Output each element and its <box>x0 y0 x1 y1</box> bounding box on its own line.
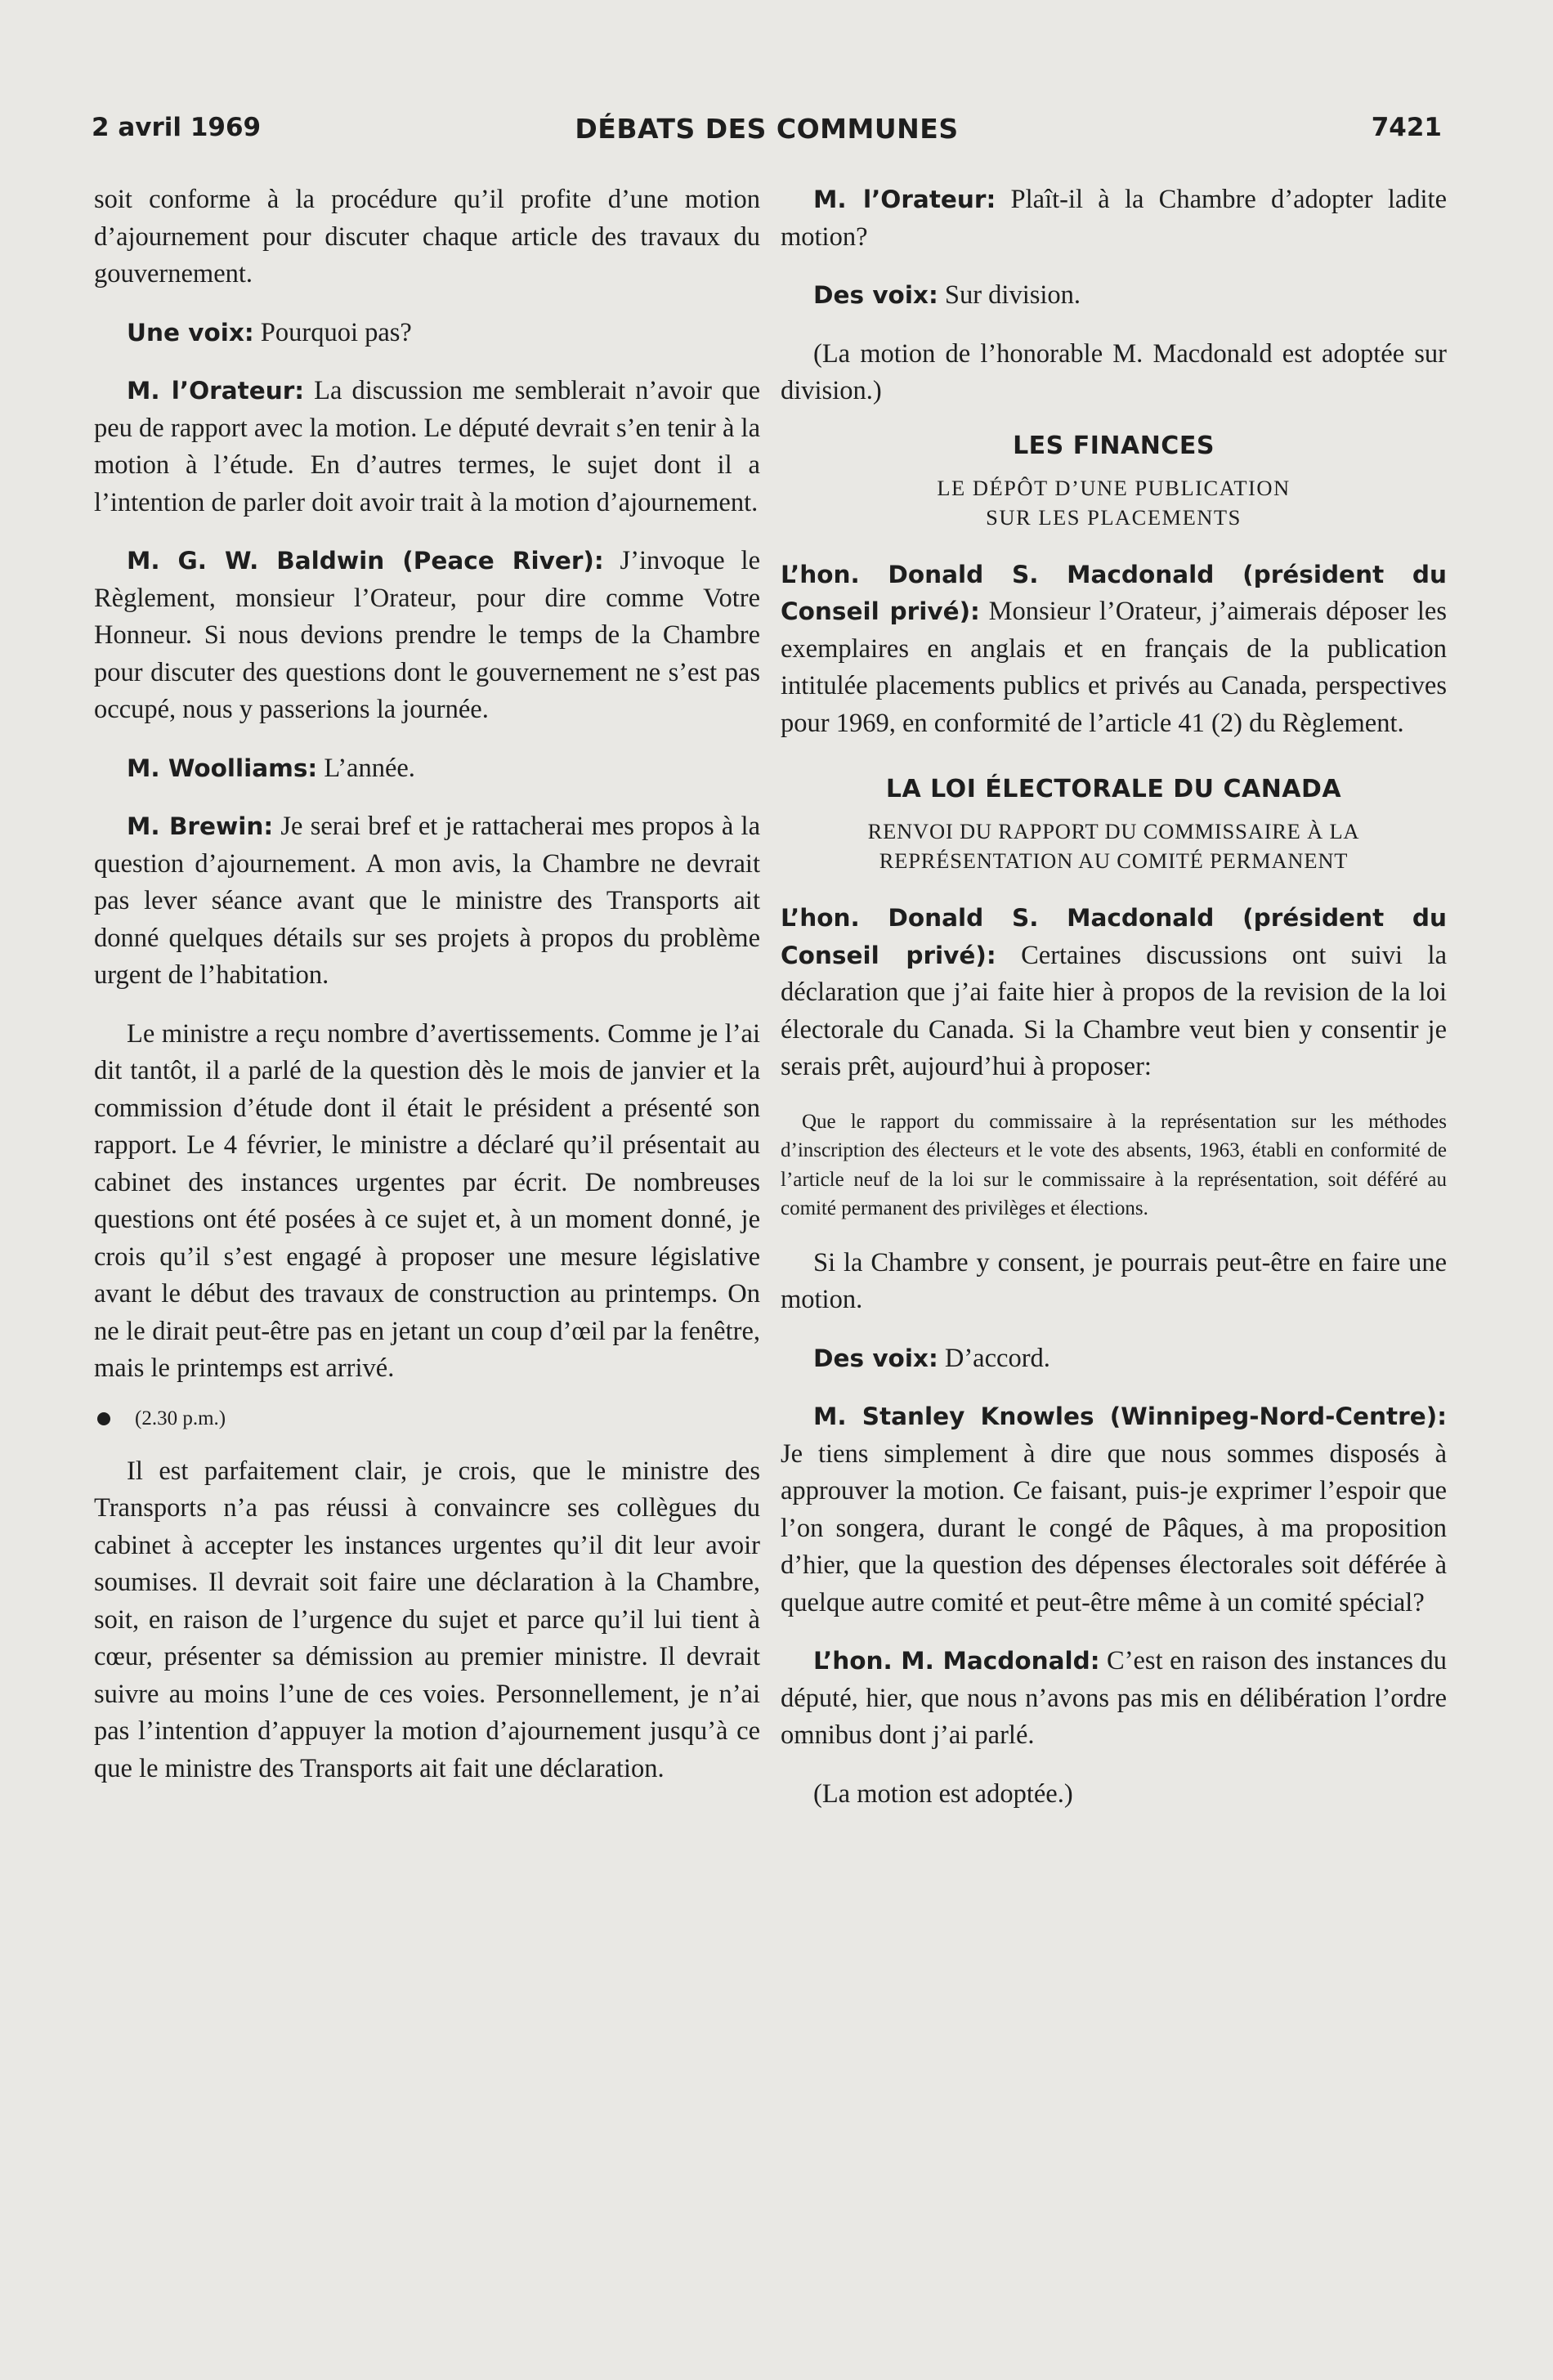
header-journal-title: DÉBATS DES COMMUNES <box>575 113 959 145</box>
paragraph <box>781 1643 1447 1755</box>
speaker-name: Une voix: <box>127 318 254 347</box>
paragraph: (La motion est adoptée.) <box>813 1778 1073 1809</box>
motion-quote: Que le rapport du commissaire à la représentation sur les méthodes d’inscription des électeurs et le vote des absents, 1963, établi en conformité de l’article neuf de la loi sur le commissaire à la représentation, soit déféré au comité permanent des privilèges et élections. <box>781 1110 1447 1219</box>
paragraph <box>94 750 760 788</box>
paragraph: Il est parfaitement clair, je crois, que le ministre des Transports n’a pas réussi à convaincre ses collègues du cabinet à accepter les instances urgentes qu’il dit leur avoir soumises. Il devrait soit faire une déclaration à la Chambre, soit, en raison de l’urgence du sujet et parce qu’il lui tient à cœur, présenter sa démission au premier ministre. Il devrait suivre au moins l’une de ces voies. Personnellement, je n’ai pas l’intention d’appuyer la motion d’ajournement jusqu’à ce que le ministre des Transports ait fait une déclaration. <box>94 1456 760 1783</box>
paragraph <box>781 1398 1447 1622</box>
header-date: 2 avril 1969 <box>92 113 262 142</box>
time-marker <box>94 1404 760 1434</box>
paragraph <box>94 543 760 729</box>
speech-text: J’invoque le Règlement, monsieur l’Orateur, pour dire comme Votre Honneur. Si nous devions prendre le temps de la Chambre pour discuter des questions dont le gouvernement ne s’est pas occupé, nous y passerions la journée. <box>94 546 760 724</box>
speech-text: Plaît-il à la Chambre d’adopter ladite motion? <box>781 185 1448 252</box>
section-heading: LA LOI ÉLECTORALE DU CANADA <box>885 775 1342 803</box>
speaker-name: L’hon. Donald S. Macdonald (président du Conseil privé): <box>781 560 1447 625</box>
speaker-name: L’hon. M. Macdonald: <box>813 1647 1100 1675</box>
speech-text: D’accord. <box>938 1343 1050 1373</box>
running-header <box>92 113 1442 154</box>
speech-text: C’est en raison des instances du député, hier, que nous n’avons pas mis en délibération l’ordre omnibus dont j’ai parlé. <box>781 1646 1447 1750</box>
section-subheading <box>781 473 1447 532</box>
paragraph <box>94 373 760 521</box>
bullet-icon <box>97 1412 110 1425</box>
speech-text: Monsieur l’Orateur, j’aimerais déposer les exemplaires en anglais et en français de la publication intitulée placements publics et privés au Canada, perspectives pour 1969, en conformité de l’article 41 (2) du Règlement. <box>781 597 1447 738</box>
speaker-name: M. l’Orateur: <box>813 186 996 213</box>
speaker-name: Des voix: <box>813 1344 938 1372</box>
speech-text: Certaines discussions ont suivi la déclaration que j’ai faite hier à propos de la revision de la loi électorale du Canada. Si la Chambre veut bien y consentir je serais prêt, aujourd’hui à proposer: <box>781 940 1447 1081</box>
paragraph <box>781 557 1447 743</box>
subheading-line: LE DÉPÔT D’UNE PUBLICATION <box>937 475 1291 500</box>
section-heading: LES FINANCES <box>1013 431 1215 460</box>
paragraph <box>781 900 1447 1086</box>
speech-text: Sur division. <box>938 280 1081 310</box>
speaker-name: Des voix: <box>813 281 938 309</box>
subheading-line: RENVOI DU RAPPORT DU COMMISSAIRE À LA <box>867 819 1360 843</box>
paragraph: Si la Chambre y consent, je pourrais peut-être en faire une motion. <box>781 1247 1447 1314</box>
speech-text: La discussion me semblerait n’avoir que peu de rapport avec la motion. Le député devrait s’en tenir à la motion à l’étude. En d’autres termes, le sujet dont il a l’intention de parler doit avoir trait à la motion d’ajournement. <box>94 376 760 517</box>
paragraph: (La motion de l’honorable M. Macdonald est adoptée sur division.) <box>781 338 1447 405</box>
paragraph: Le ministre a reçu nombre d’avertissements. Comme je l’ai dit tantôt, il a parlé de la question dès le mois de janvier et la commission d’étude dont il était le président a présenté son rapport. Le 4 février, le ministre a déclaré qu’il présentait au cabinet des instances urgentes par écrit. De nombreuses questions ont été posées à ce sujet et, à un moment donné, je crois qu’il s’est engagé à proposer une mesure législative avant le début des travaux de construction au printemps. On ne le dirait peut-être pas en jetant un coup d’œil par la fenêtre, mais le printemps est arrivé. <box>94 1018 760 1383</box>
speaker-name: L’hon. Donald S. Macdonald (président du Conseil privé): <box>781 904 1447 969</box>
paragraph <box>94 315 760 352</box>
speaker-name: M. Brewin: <box>127 812 274 840</box>
speech-text: L’année. <box>317 753 415 783</box>
header-page-number: 7421 <box>1371 113 1442 142</box>
paragraph <box>781 277 1447 315</box>
speaker-name: M. Stanley Knowles (Winnipeg-Nord-Centre): <box>813 1402 1447 1430</box>
speech-text: Je serai bref et je rattacherai mes propos à la question d’ajournement. A mon avis, la Chambre ne devrait pas lever séance avant que le ministre des Transports ait donné quelques détails sur ses projets à propos du problème urgent de l’habitation. <box>94 812 760 990</box>
paragraph <box>781 181 1447 256</box>
paragraph: soit conforme à la procédure qu’il profite d’une motion d’ajournement pour discuter chaque article des travaux du gouvernement. <box>94 185 760 289</box>
speaker-name: M. G. W. Baldwin (Peace River): <box>127 547 604 575</box>
paragraph <box>94 808 760 995</box>
left-column <box>94 181 760 1809</box>
speech-text: Pourquoi pas? <box>253 317 412 347</box>
speaker-name: M. l’Orateur: <box>127 377 305 405</box>
speaker-name: M. Woolliams: <box>127 754 318 782</box>
subheading-line: REPRÉSENTATION AU COMITÉ PERMANENT <box>879 848 1349 873</box>
section-subheading <box>781 816 1447 875</box>
speech-text: Je tiens simplement à dire que nous sommes disposés à approuver la motion. Ce faisant, puis-je exprimer l’espoir que l’on songera, durant le congé de Pâques, à ma proposition d’hier, que la question des dépenses électorales soit déférée à quelque autre comité et peut-être même à un comité spécial? <box>781 1438 1447 1617</box>
right-column <box>781 181 1447 1834</box>
subheading-line: SUR LES PLACEMENTS <box>986 504 1242 530</box>
time-stamp: (2.30 p.m.) <box>135 1407 226 1429</box>
paragraph <box>781 1340 1447 1378</box>
